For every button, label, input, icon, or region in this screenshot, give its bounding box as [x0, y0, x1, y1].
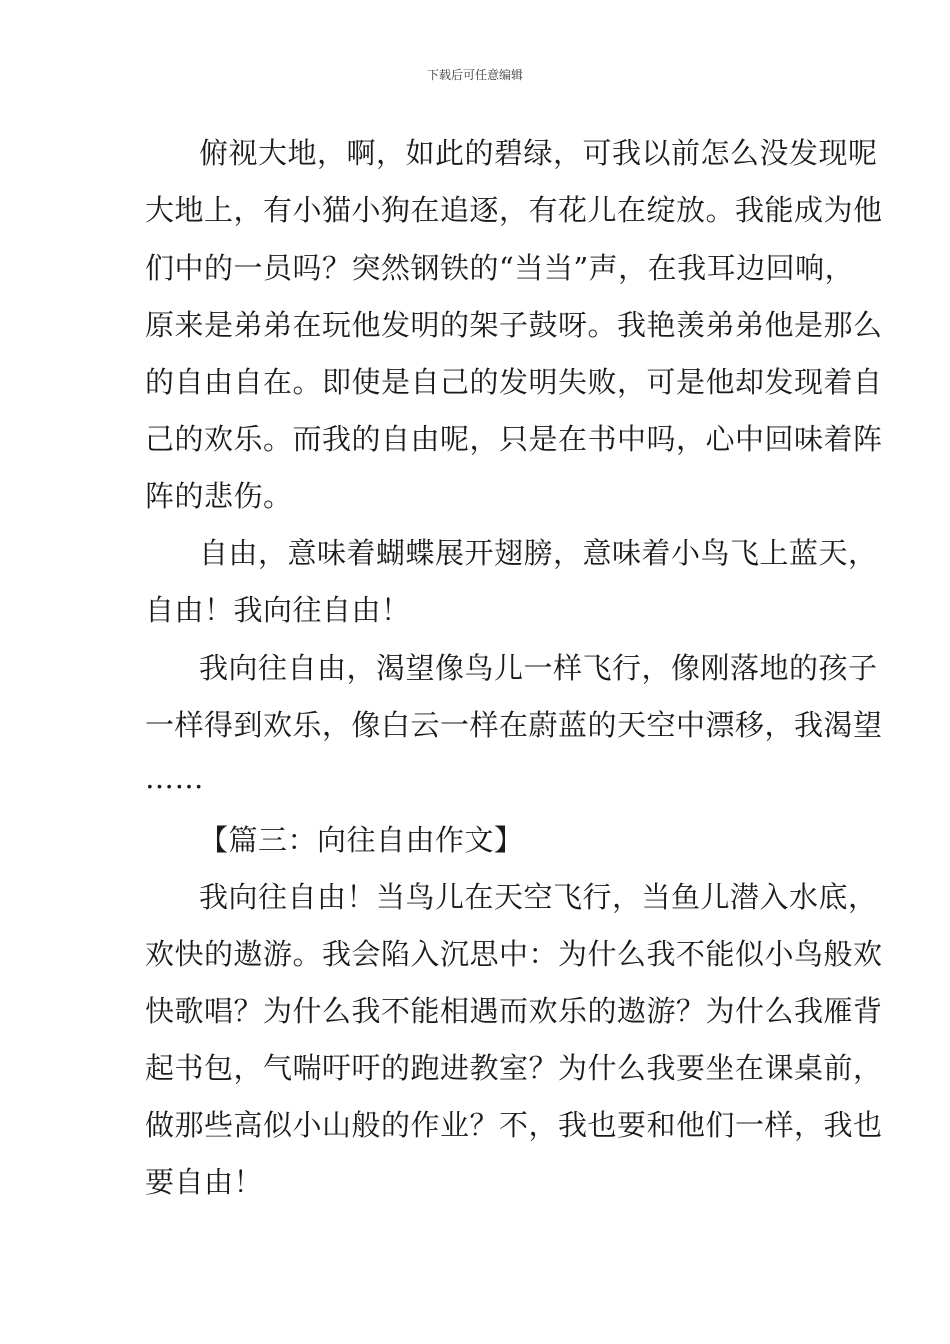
text-line: 自由，意味着蝴蝶展开翅膀，意味着小鸟飞上蓝天， [199, 536, 878, 570]
text-line: 大地上，有小猫小狗在追逐，有花儿在绽放。我能成为他 [145, 193, 883, 227]
text-line: 快歌唱？为什么我不能相遇而欢乐的遨游？为什么我雁背 [145, 994, 883, 1028]
text-line: 我向往自由！当鸟儿在天空飞行，当鱼儿潜入水底， [199, 880, 878, 914]
text-line: 自由！我向往自由！ [145, 593, 411, 627]
text-line: 要自由！ [145, 1165, 264, 1199]
text-line: 原来是弟弟在玩他发明的架子鼓呀。我艳羡弟弟他是那么 [145, 308, 883, 342]
text-line: …… [145, 761, 204, 795]
text-line: 做那些高似小山般的作业？不，我也要和他们一样，我也 [145, 1108, 883, 1142]
text-line: 起书包，气喘吁吁的跑进教室？为什么我要坐在课桌前， [145, 1051, 883, 1085]
text-line: 一样得到欢乐，像白云一样在蔚蓝的天空中漂移，我渴望 [145, 708, 883, 742]
page-header: 下载后可任意编辑 [426, 68, 523, 82]
text-line: 的自由自在。即使是自己的发明失败，可是他却发现着自 [145, 365, 883, 399]
text-line: 欢快的遨游。我会陷入沉思中：为什么我不能似小鸟般欢 [145, 937, 883, 971]
section-heading: 【篇三：向往自由作文】 [199, 823, 524, 857]
text-line: 阵的悲伤。 [145, 479, 293, 513]
text-line: 己的欢乐。而我的自由呢，只是在书中吗，心中回味着阵 [145, 422, 883, 456]
text-line: 我向往自由，渴望像鸟儿一样飞行，像刚落地的孩子 [199, 651, 878, 685]
text-line: 们中的一员吗？突然钢铁的“当当”声，在我耳边回响， [145, 251, 855, 285]
text-line: 俯视大地，啊，如此的碧绿，可我以前怎么没发现呢 [199, 136, 878, 170]
